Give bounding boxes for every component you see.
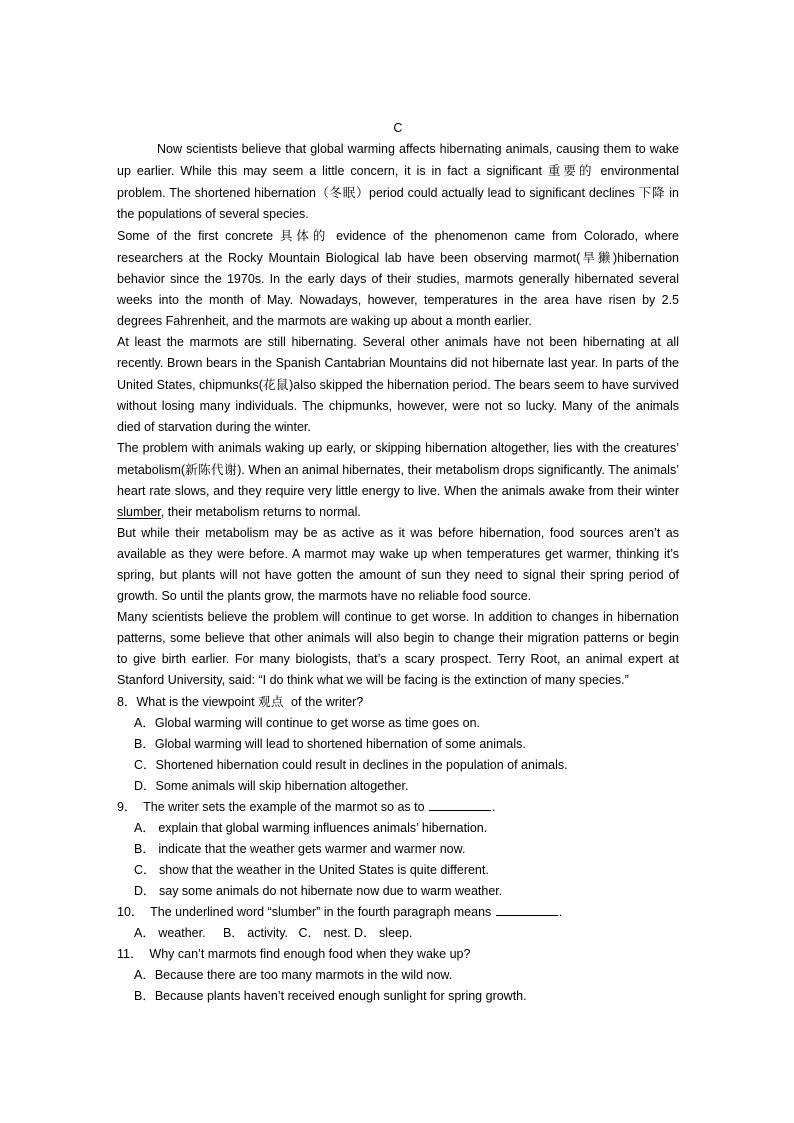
option-label: C． bbox=[298, 926, 320, 940]
option-text: explain that global warming influences animals’ hibernation. bbox=[154, 821, 488, 835]
question-option[interactable] bbox=[117, 839, 679, 860]
chinese-gloss: 冬眠 bbox=[329, 185, 357, 200]
text-run: environmental problem. The shortened hibernation（ bbox=[117, 164, 679, 200]
text-run: The underlined word “slumber” in the fourth paragraph means bbox=[143, 905, 495, 919]
text-run: The problem with animals waking up early, or skipping hibernation altogether, lies with the creatures’ metabolism( bbox=[117, 441, 679, 477]
passage-paragraph bbox=[117, 607, 679, 691]
chinese-gloss: 花鼠 bbox=[262, 377, 290, 392]
passage-container bbox=[117, 139, 679, 691]
document-body bbox=[117, 118, 679, 1007]
question-option[interactable] bbox=[117, 986, 679, 1007]
option-gap bbox=[206, 926, 223, 940]
option-text: Because plants haven’t received enough sunlight for spring growth. bbox=[154, 989, 527, 1003]
option-label: B． bbox=[134, 989, 155, 1003]
chinese-gloss: 下降 bbox=[638, 185, 666, 200]
text-run: Now scientists believe that global warming affects hibernating animals, causing them to wake up earlier. While this may seem a little concern, it is in fact a significant bbox=[117, 142, 679, 178]
text-run: in the populations of several species. bbox=[117, 186, 679, 221]
passage-paragraph bbox=[117, 332, 679, 438]
text-run: )also skipped the hibernation period. The bears seem to have survived without losing many individuals. The chipmunks, however, were not so lucky. Many of the animals died of starvation during the winter. bbox=[117, 378, 679, 434]
option-text: nest. bbox=[319, 926, 351, 940]
text-run: of the writer? bbox=[284, 695, 364, 709]
question-block bbox=[117, 797, 679, 902]
answer-blank bbox=[429, 799, 491, 811]
option-text: sleep. bbox=[375, 926, 413, 940]
question-option[interactable] bbox=[223, 926, 288, 940]
text-run: evidence of the phenomenon came from Colorado, where researchers at the Rocky Mountain Biological lab have been observing marmot( bbox=[117, 229, 679, 265]
question-option[interactable] bbox=[117, 755, 679, 776]
question-option[interactable] bbox=[354, 926, 412, 940]
underlined-word: slumber bbox=[117, 505, 161, 519]
option-text: Some animals will skip hibernation altogether. bbox=[155, 779, 409, 793]
text-run: ）period could actually lead to significant declines bbox=[356, 186, 639, 200]
text-run: . bbox=[558, 905, 563, 919]
text-run: The writer sets the example of the marmot so as to bbox=[136, 800, 429, 814]
passage-paragraph bbox=[117, 225, 679, 332]
option-label: B． bbox=[134, 737, 155, 751]
chinese-gloss: 具体的 bbox=[279, 228, 330, 243]
question-number: 9． bbox=[117, 800, 137, 814]
question-block bbox=[117, 902, 679, 944]
text-run: Some of the first concrete bbox=[117, 229, 280, 243]
option-text: indicate that the weather gets warmer and warmer now. bbox=[154, 842, 466, 856]
question-option[interactable] bbox=[117, 713, 679, 734]
question-option[interactable] bbox=[134, 926, 206, 940]
option-text: Shortened hibernation could result in declines in the population of animals. bbox=[155, 758, 568, 772]
text-run: . bbox=[492, 800, 496, 814]
chinese-gloss: 观点 bbox=[258, 694, 285, 709]
question-stem bbox=[117, 944, 679, 965]
option-label: A． bbox=[134, 968, 155, 982]
option-label: C． bbox=[134, 758, 156, 772]
passage-paragraph bbox=[117, 438, 679, 523]
option-gap bbox=[288, 926, 298, 940]
question-stem bbox=[117, 902, 679, 923]
chinese-gloss: 旱獭 bbox=[580, 250, 613, 265]
text-run: What is the viewpoint bbox=[136, 695, 259, 709]
text-run: , their metabolism returns to normal. bbox=[160, 505, 361, 519]
answer-blank bbox=[496, 904, 558, 916]
option-label: A． bbox=[134, 716, 155, 730]
question-option-row bbox=[117, 923, 679, 944]
question-number: 8． bbox=[117, 695, 137, 709]
chinese-gloss: 新陈代谢 bbox=[185, 462, 238, 477]
text-run: At least the marmots are still hibernating. Several other animals have not been hibernating at all recently. Brown bears in the Spanish Cantabrian Mountains did not hibernate last year. In parts of the United States, chipmunks( bbox=[117, 335, 679, 392]
text-run: Many scientists believe the problem will continue to get worse. In addition to changes in hibernation patterns, some believe that other animals will also begin to change their migration patterns or begin to give birth earlier. For many biologists, that’s a scary prospect. Terry Root, an animal expert at Stanford University, said: “I do think what we will be facing is the extinction of many species.” bbox=[117, 610, 679, 687]
chinese-gloss: 重要的 bbox=[547, 163, 595, 178]
option-label: A． bbox=[134, 821, 155, 835]
option-text: Because there are too many marmots in the wild now. bbox=[154, 968, 453, 982]
question-stem bbox=[117, 797, 679, 818]
option-label: C． bbox=[134, 863, 156, 877]
option-text: show that the weather in the United States is quite different. bbox=[155, 863, 489, 877]
option-label: D． bbox=[134, 884, 156, 898]
question-option[interactable] bbox=[117, 860, 679, 881]
questions-container bbox=[117, 691, 679, 1007]
option-text: activity. bbox=[243, 926, 289, 940]
option-text: weather. bbox=[154, 926, 206, 940]
question-option[interactable] bbox=[117, 881, 679, 902]
option-label: D． bbox=[354, 926, 376, 940]
question-option[interactable] bbox=[117, 965, 679, 986]
section-heading: C bbox=[393, 121, 403, 135]
option-label: D． bbox=[134, 779, 156, 793]
question-option[interactable] bbox=[117, 734, 679, 755]
option-text: Global warming will continue to get worse as time goes on. bbox=[154, 716, 481, 730]
option-label: A． bbox=[134, 926, 155, 940]
question-number: 11． bbox=[117, 947, 143, 961]
option-label: B． bbox=[222, 926, 244, 940]
text-run: ). When an animal hibernates, their metabolism drops significantly. The animals’ heart rate slows, and they require very little energy to live. When the animals awake from their winter bbox=[117, 463, 679, 498]
question-block bbox=[117, 691, 679, 797]
option-text: Global warming will lead to shortened hibernation of some animals. bbox=[154, 737, 526, 751]
question-stem bbox=[117, 691, 679, 713]
question-option[interactable] bbox=[117, 818, 679, 839]
question-block bbox=[117, 944, 679, 1007]
question-number: 10． bbox=[117, 905, 144, 919]
question-option[interactable] bbox=[117, 776, 679, 797]
text-run: Why can’t marmots find enough food when they wake up? bbox=[142, 947, 471, 961]
option-text: say some animals do not hibernate now due to warm weather. bbox=[155, 884, 503, 898]
text-run: But while their metabolism may be as active as it was before hibernation, food sources aren’t as available as they were before. A marmot may wake up when temperatures get warmer, thinking it’s spring, but plants will not have gotten the amount of sun they need to signal their spring period of growth. So until the plants grow, the marmots have no reliable food source. bbox=[117, 526, 679, 603]
passage-paragraph bbox=[117, 523, 679, 607]
passage-paragraph bbox=[117, 139, 679, 225]
option-label: B． bbox=[134, 842, 155, 856]
question-option[interactable] bbox=[298, 926, 350, 940]
text-run: )hibernation behavior since the 1970s. In the early days of their studies, marmots generally hibernated several weeks into the month of May. Nowadays, however, temperatures in the area have risen by 2.5 degrees Fahrenheit, and the marmots are waking up about a month earlier. bbox=[117, 251, 679, 328]
